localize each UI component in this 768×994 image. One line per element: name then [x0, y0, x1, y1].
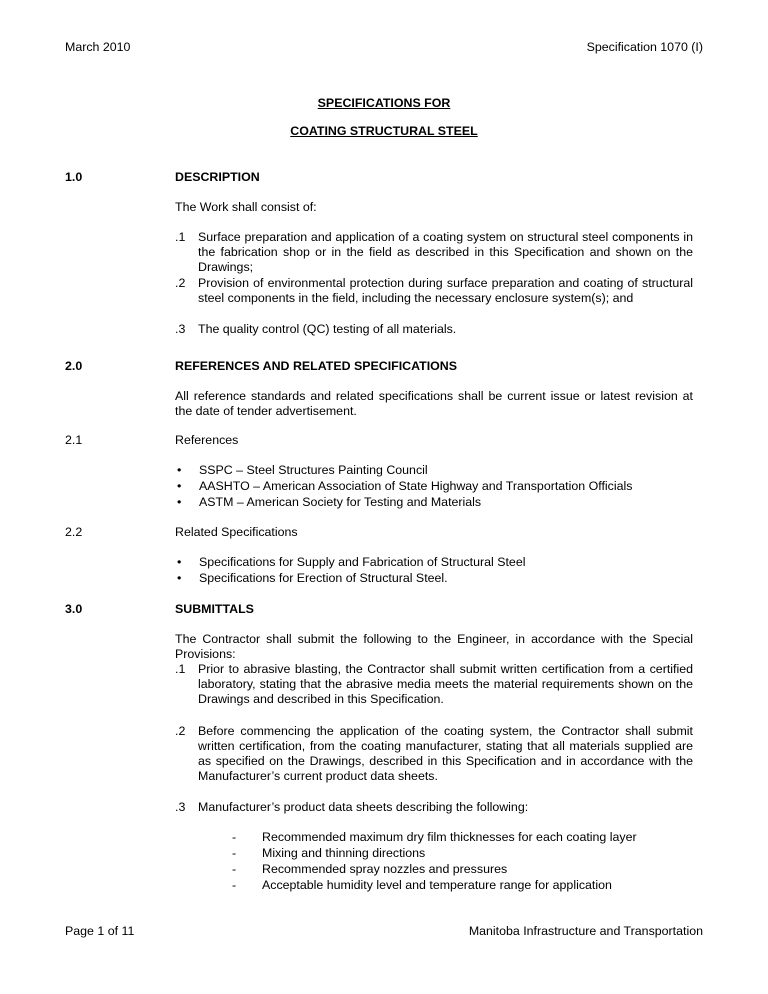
list-item [175, 479, 693, 495]
list-item-text: Mixing and thinning directions [262, 846, 426, 860]
bullet-icon: • [177, 495, 182, 509]
section-2-intro: All reference standards and related specifications shall be current issue or latest revision at the date of tender advertisement. [175, 389, 693, 418]
list-item [232, 878, 702, 894]
list-item [175, 495, 693, 511]
list-item-text: ASTM – American Society for Testing and Materials [199, 495, 482, 509]
dash-icon: - [232, 830, 237, 844]
references-list [175, 463, 693, 511]
item-text: The quality control (QC) testing of all materials. [198, 322, 457, 336]
item-text: Provision of environmental protection during surface preparation and coating of structural steel components in the field, including the necessary enclosure system(s); and [198, 276, 693, 305]
list-item [232, 830, 702, 846]
header-spec-number: Specification 1070 (I) [586, 40, 703, 54]
section-1-item-1 [175, 230, 693, 275]
bullet-icon: • [177, 479, 182, 493]
section-2-2-number: 2.2 [65, 525, 83, 539]
header-date: March 2010 [65, 40, 131, 54]
list-item [232, 862, 702, 878]
section-3-item-3 [175, 800, 693, 815]
item-number: .1 [175, 230, 186, 244]
section-2-2-title: Related Specifications [175, 525, 298, 539]
list-item [175, 463, 693, 479]
list-item [175, 555, 693, 571]
list-item-text: Acceptable humidity level and temperature range for application [262, 878, 612, 892]
section-2-number: 2.0 [65, 359, 83, 373]
item-text: Prior to abrasive blasting, the Contractor shall submit written certification from a certified laboratory, stating that the abrasive media meets the material requirements shown on the Drawings and described in this Specification. [198, 662, 693, 706]
section-3-intro: The Contractor shall submit the following to the Engineer, in accordance with the Special Provisions: [175, 632, 693, 661]
section-3-number: 3.0 [65, 602, 83, 616]
section-2-title: REFERENCES AND RELATED SPECIFICATIONS [175, 359, 458, 373]
list-item-text: Specifications for Supply and Fabrication of Structural Steel [199, 555, 526, 569]
footer-page-number: Page 1 of 11 [65, 924, 135, 938]
section-3-title: SUBMITTALS [175, 602, 254, 616]
item-number: .2 [175, 276, 186, 290]
section-2-1-title: References [175, 433, 239, 447]
list-item-text: Specifications for Erection of Structural Steel. [199, 571, 448, 585]
section-2-1-number: 2.1 [65, 433, 83, 447]
bullet-icon: • [177, 571, 182, 585]
section-1-item-2 [175, 276, 693, 306]
section-1-number: 1.0 [65, 170, 83, 184]
bullet-icon: • [177, 555, 182, 569]
dash-icon: - [232, 878, 237, 892]
section-1-intro: The Work shall consist of: [175, 200, 317, 214]
related-specs-list [175, 555, 693, 587]
document-title-line2: COATING STRUCTURAL STEEL [290, 124, 478, 138]
item-number: .2 [175, 724, 186, 738]
dash-icon: - [232, 846, 237, 860]
item-number: .1 [175, 662, 186, 676]
item-text: Manufacturer’s product data sheets describing the following: [198, 800, 529, 814]
list-item [232, 846, 702, 862]
section-1-title: DESCRIPTION [175, 170, 260, 184]
data-sheet-requirements-list [232, 830, 702, 894]
section-3-item-2 [175, 724, 693, 784]
dash-icon: - [232, 862, 237, 876]
item-text: Surface preparation and application of a coating system on structural steel components in the fabrication shop or in the field as described in this Specification and shown on the Drawings; [198, 230, 693, 274]
bullet-icon: • [177, 463, 182, 477]
list-item-text: SSPC – Steel Structures Painting Council [199, 463, 428, 477]
footer-organization: Manitoba Infrastructure and Transportation [468, 924, 703, 938]
section-1-item-3 [175, 322, 693, 337]
item-number: .3 [175, 800, 186, 814]
list-item [175, 571, 693, 587]
document-title-line1: SPECIFICATIONS FOR [317, 96, 451, 110]
section-3-item-1 [175, 662, 693, 707]
list-item-text: Recommended maximum dry film thicknesses for each coating layer [262, 830, 637, 844]
item-number: .3 [175, 322, 186, 336]
list-item-text: AASHTO – American Association of State Highway and Transportation Officials [199, 479, 633, 493]
item-text: Before commencing the application of the coating system, the Contractor shall submit written certification, from the coating manufacturer, stating that all materials supplied are as specified on the Drawings, described in this Specification and in accordance with the Manufacturer’s current product data sheets. [198, 724, 693, 783]
list-item-text: Recommended spray nozzles and pressures [262, 862, 508, 876]
